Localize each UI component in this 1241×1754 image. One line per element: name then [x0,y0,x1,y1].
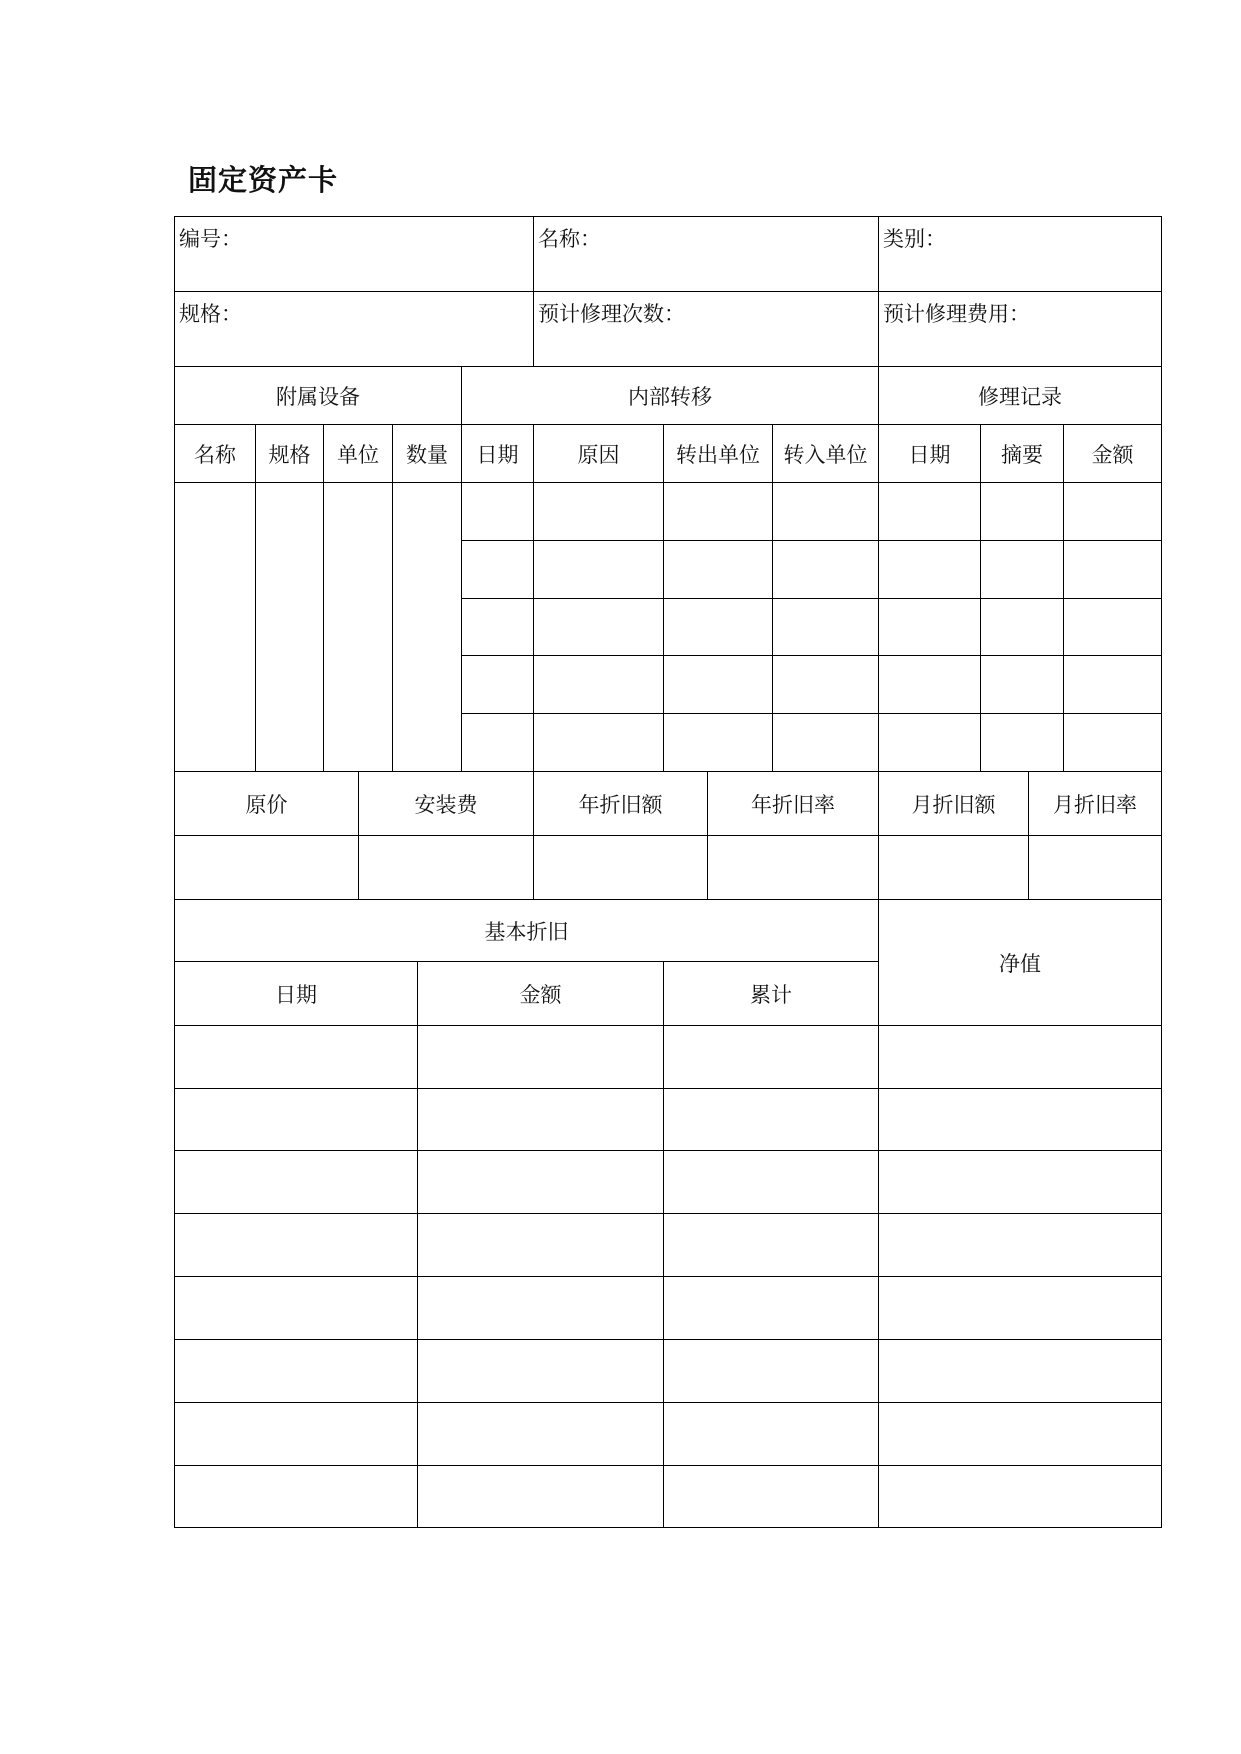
net-value-cell[interactable] [879,1340,1162,1403]
depreciation-date-cell[interactable] [174,1466,418,1528]
attached-name-cell[interactable] [174,483,256,772]
repair-summary-cell[interactable] [981,656,1064,714]
attached-equipment-header: 附属设备 [174,367,462,425]
transfer-reason-header: 原因 [534,425,664,483]
depreciation-date-cell[interactable] [174,1277,418,1340]
transfer-reason-cell[interactable] [534,483,664,541]
repair-date-cell[interactable] [879,656,981,714]
depreciation-cumulative-cell[interactable] [664,1151,879,1214]
repair-summary-cell[interactable] [981,541,1064,599]
depreciation-cumulative-header: 累计 [664,962,879,1026]
depreciation-date-cell[interactable] [174,1026,418,1089]
repair-amount-cell[interactable] [1064,656,1162,714]
attached-spec-cell[interactable] [256,483,324,772]
annual-depreciation-rate-cell[interactable] [708,836,879,900]
depreciation-amount-cell[interactable] [418,1340,664,1403]
net-value-cell[interactable] [879,1026,1162,1089]
net-value-cell[interactable] [879,1151,1162,1214]
depreciation-cumulative-cell[interactable] [664,1466,879,1528]
installation-fee-header: 安装费 [359,772,534,836]
transfer-in-unit-cell[interactable] [773,714,879,772]
transfer-out-unit-cell[interactable] [664,656,773,714]
depreciation-date-cell[interactable] [174,1151,418,1214]
net-value-cell[interactable] [879,1403,1162,1466]
depreciation-date-cell[interactable] [174,1403,418,1466]
transfer-reason-cell[interactable] [534,541,664,599]
net-value-header: 净值 [879,900,1162,1026]
asset-card-form [174,216,1162,1528]
transfer-out-unit-header: 转出单位 [664,425,773,483]
depreciation-amount-cell[interactable] [418,1466,664,1528]
attached-qty-cell[interactable] [393,483,462,772]
depreciation-cumulative-cell[interactable] [664,1089,879,1151]
transfer-reason-cell[interactable] [534,714,664,772]
repair-amount-cell[interactable] [1064,483,1162,541]
transfer-reason-cell[interactable] [534,599,664,656]
monthly-depreciation-rate-header: 月折旧率 [1029,772,1162,836]
monthly-depreciation-amount-cell[interactable] [879,836,1029,900]
transfer-date-cell[interactable] [462,599,534,656]
spec-field[interactable]: 规格： [174,292,534,367]
depreciation-date-cell[interactable] [174,1340,418,1403]
transfer-in-unit-cell[interactable] [773,656,879,714]
transfer-in-unit-cell[interactable] [773,483,879,541]
transfer-date-cell[interactable] [462,541,534,599]
repair-summary-header: 摘要 [981,425,1064,483]
depreciation-amount-cell[interactable] [418,1151,664,1214]
page-title: 固定资产卡 [188,163,339,197]
attached-unit-cell[interactable] [324,483,393,772]
original-price-cell[interactable] [174,836,359,900]
depreciation-amount-header: 金额 [418,962,664,1026]
depreciation-date-cell[interactable] [174,1089,418,1151]
repair-amount-cell[interactable] [1064,714,1162,772]
repair-summary-cell[interactable] [981,483,1064,541]
annual-depreciation-amount-cell[interactable] [534,836,708,900]
est-repair-count-field[interactable]: 预计修理次数： [534,292,879,367]
annual-depreciation-amount-header: 年折旧额 [534,772,708,836]
transfer-out-unit-cell[interactable] [664,599,773,656]
transfer-in-unit-cell[interactable] [773,599,879,656]
depreciation-cumulative-cell[interactable] [664,1214,879,1277]
depreciation-date-header: 日期 [174,962,418,1026]
attached-unit-header: 单位 [324,425,393,483]
net-value-cell[interactable] [879,1214,1162,1277]
est-repair-cost-field[interactable]: 预计修理费用： [879,292,1162,367]
transfer-date-cell[interactable] [462,656,534,714]
repair-date-cell[interactable] [879,541,981,599]
repair-date-cell[interactable] [879,599,981,656]
repair-date-header: 日期 [879,425,981,483]
repair-amount-cell[interactable] [1064,541,1162,599]
depreciation-amount-cell[interactable] [418,1214,664,1277]
depreciation-date-cell[interactable] [174,1214,418,1277]
basic-depreciation-header: 基本折旧 [174,900,879,962]
transfer-in-unit-cell[interactable] [773,541,879,599]
internal-transfer-header: 内部转移 [462,367,879,425]
depreciation-amount-cell[interactable] [418,1403,664,1466]
repair-amount-header: 金额 [1064,425,1162,483]
transfer-reason-cell[interactable] [534,656,664,714]
depreciation-amount-cell[interactable] [418,1089,664,1151]
transfer-in-unit-header: 转入单位 [773,425,879,483]
monthly-depreciation-amount-header: 月折旧额 [879,772,1029,836]
transfer-out-unit-cell[interactable] [664,714,773,772]
attached-qty-header: 数量 [393,425,462,483]
net-value-cell[interactable] [879,1466,1162,1528]
depreciation-cumulative-cell[interactable] [664,1403,879,1466]
repair-record-header: 修理记录 [879,367,1162,425]
original-price-header: 原价 [174,772,359,836]
depreciation-cumulative-cell[interactable] [664,1277,879,1340]
transfer-date-header: 日期 [462,425,534,483]
repair-summary-cell[interactable] [981,714,1064,772]
depreciation-amount-cell[interactable] [418,1277,664,1340]
repair-amount-cell[interactable] [1064,599,1162,656]
annual-depreciation-rate-header: 年折旧率 [708,772,879,836]
net-value-cell[interactable] [879,1277,1162,1340]
repair-summary-cell[interactable] [981,599,1064,656]
attached-spec-header: 规格 [256,425,324,483]
installation-fee-cell[interactable] [359,836,534,900]
monthly-depreciation-rate-cell[interactable] [1029,836,1162,900]
repair-date-cell[interactable] [879,714,981,772]
attached-name-header: 名称 [174,425,256,483]
category-field[interactable]: 类别： [879,216,1162,292]
name-field[interactable]: 名称： [534,216,879,292]
number-field[interactable]: 编号： [174,216,534,292]
transfer-date-cell[interactable] [462,483,534,541]
transfer-out-unit-cell[interactable] [664,541,773,599]
net-value-cell[interactable] [879,1089,1162,1151]
transfer-out-unit-cell[interactable] [664,483,773,541]
transfer-date-cell[interactable] [462,714,534,772]
depreciation-amount-cell[interactable] [418,1026,664,1089]
depreciation-cumulative-cell[interactable] [664,1026,879,1089]
repair-date-cell[interactable] [879,483,981,541]
depreciation-cumulative-cell[interactable] [664,1340,879,1403]
